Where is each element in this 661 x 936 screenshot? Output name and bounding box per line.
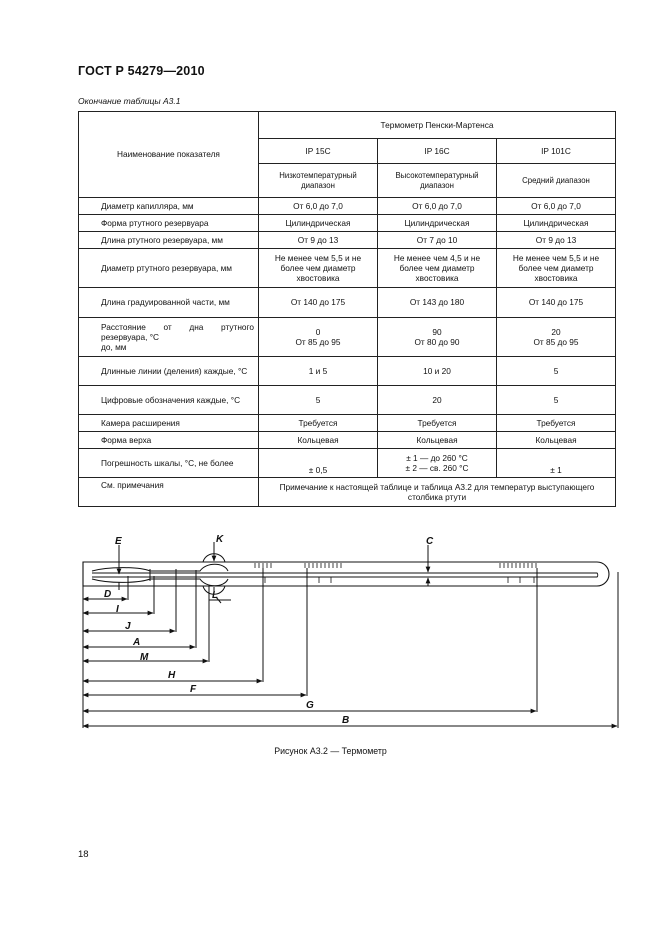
value-cell: Кольцевая xyxy=(259,432,378,449)
value-cell: ± 1 xyxy=(497,449,616,478)
value-line: 90 xyxy=(432,326,442,337)
value-cell: От 7 до 10 xyxy=(378,232,497,249)
value-line: От 85 до 95 xyxy=(295,337,341,347)
value-cell: От 9 до 13 xyxy=(497,232,616,249)
value-cell: 5 xyxy=(259,386,378,415)
table-row xyxy=(79,318,616,357)
thermometer-figure xyxy=(0,528,661,738)
figure-caption: Рисунок А3.2 — Термометр xyxy=(274,746,387,756)
table-row xyxy=(79,449,616,478)
label-a: A xyxy=(133,637,141,648)
table-row xyxy=(79,478,616,507)
param-cell: См. примечания xyxy=(79,478,259,507)
table-row xyxy=(79,432,616,449)
param-text-continued: до, мм xyxy=(101,342,127,353)
value-line: От 80 до 90 xyxy=(414,337,460,347)
document-header: ГОСТ Р 54279—2010 xyxy=(78,64,205,78)
table-caption: Окончание таблицы А3.1 xyxy=(78,96,181,106)
value-cell: Цилиндрическая xyxy=(378,215,497,232)
label-m: M xyxy=(140,652,149,663)
thermometer-drawing xyxy=(0,528,661,738)
value-cell: Не менее чем 4,5 и не более чем диаметр хвостовика xyxy=(378,249,497,288)
value-line: ± 2 — св. 260 °С xyxy=(405,463,469,473)
value-cell: От 143 до 180 xyxy=(378,288,497,318)
value-cell: От 6,0 до 7,0 xyxy=(378,198,497,215)
table-row xyxy=(79,357,616,386)
value-cell xyxy=(378,318,497,357)
label-j: J xyxy=(125,621,131,632)
param-cell: Длинные линии (деления) каждые, °С xyxy=(79,357,259,386)
value-cell: Требуется xyxy=(378,415,497,432)
label-b: B xyxy=(342,715,350,726)
note-cell: Примечание к настоящей таблице и таблица А3.2 для температур выступающего столбика ртути xyxy=(259,478,616,507)
capillary xyxy=(92,573,598,577)
param-cell: Форма ртутного резервуара xyxy=(79,215,259,232)
value-cell: От 140 до 175 xyxy=(259,288,378,318)
value-cell: Требуется xyxy=(259,415,378,432)
value-cell xyxy=(497,318,616,357)
param-text: Расстояние от дна ртутного резервуара, °С xyxy=(101,321,254,342)
model-header-3: IP 101C xyxy=(497,139,616,164)
model-header-2: IP 16C xyxy=(378,139,497,164)
value-cell: От 6,0 до 7,0 xyxy=(259,198,378,215)
table-row xyxy=(79,232,616,249)
value-cell: От 9 до 13 xyxy=(259,232,378,249)
param-column-header: Наименование показателя xyxy=(79,112,259,198)
param-cell: Длина ртутного резервуара, мм xyxy=(79,232,259,249)
value-cell: От 140 до 175 xyxy=(497,288,616,318)
table-row xyxy=(79,215,616,232)
label-f: F xyxy=(190,684,197,695)
param-cell: Диаметр капилляра, мм xyxy=(79,198,259,215)
thermometer-body xyxy=(83,562,609,586)
value-line: ± 1 — до 260 °С xyxy=(406,452,468,463)
value-line: 20 xyxy=(551,326,561,337)
label-d: D xyxy=(104,589,112,600)
group-header: Термометр Пенски-Мартенса xyxy=(259,112,616,139)
value-cell xyxy=(378,449,497,478)
table-row xyxy=(79,415,616,432)
param-cell: Диаметр ртутного резервуара, мм xyxy=(79,249,259,288)
value-cell: Требуется xyxy=(497,415,616,432)
label-i: I xyxy=(116,604,119,615)
value-cell: Кольцевая xyxy=(378,432,497,449)
mercury-reservoir xyxy=(92,564,228,571)
label-h: H xyxy=(168,670,176,681)
value-cell: Не менее чем 5,5 и не более чем диаметр хвостовика xyxy=(497,249,616,288)
value-cell: Цилиндрическая xyxy=(497,215,616,232)
label-g: G xyxy=(306,700,314,711)
value-cell xyxy=(259,318,378,357)
table-row xyxy=(79,288,616,318)
value-cell: 5 xyxy=(497,386,616,415)
value-cell: Кольцевая xyxy=(497,432,616,449)
value-cell: 5 xyxy=(497,357,616,386)
model-header-1: IP 15C xyxy=(259,139,378,164)
value-cell: 20 xyxy=(378,386,497,415)
label-e: E xyxy=(115,536,122,547)
label-k: K xyxy=(216,534,224,545)
range-header-2: Высокотемпературный диапазон xyxy=(378,164,497,198)
value-line: От 85 до 95 xyxy=(533,337,579,347)
param-cell: Цифровые обозначения каждые, °С xyxy=(79,386,259,415)
spec-table xyxy=(78,111,616,507)
range-header-1: Низкотемпературный диапазон xyxy=(259,164,378,198)
param-cell: Длина градуированной части, мм xyxy=(79,288,259,318)
range-header-3: Средний диапазон xyxy=(497,164,616,198)
table-row xyxy=(79,249,616,288)
param-cell xyxy=(79,318,259,357)
value-cell: 1 и 5 xyxy=(259,357,378,386)
value-cell: Цилиндрическая xyxy=(259,215,378,232)
value-line: 0 xyxy=(315,326,321,337)
table-row xyxy=(79,198,616,215)
label-c: C xyxy=(426,536,434,547)
param-cell: Форма верха xyxy=(79,432,259,449)
value-cell: Не менее чем 5,5 и не более чем диаметр хвостовика xyxy=(259,249,378,288)
value-cell: 10 и 20 xyxy=(378,357,497,386)
param-cell: Погрешность шкалы, °С, не более xyxy=(79,449,259,478)
table-row xyxy=(79,386,616,415)
param-cell: Камера расширения xyxy=(79,415,259,432)
value-cell: ± 0,5 xyxy=(259,449,378,478)
value-cell: От 6,0 до 7,0 xyxy=(497,198,616,215)
page-number: 18 xyxy=(78,849,89,860)
label-l: L xyxy=(212,590,219,601)
